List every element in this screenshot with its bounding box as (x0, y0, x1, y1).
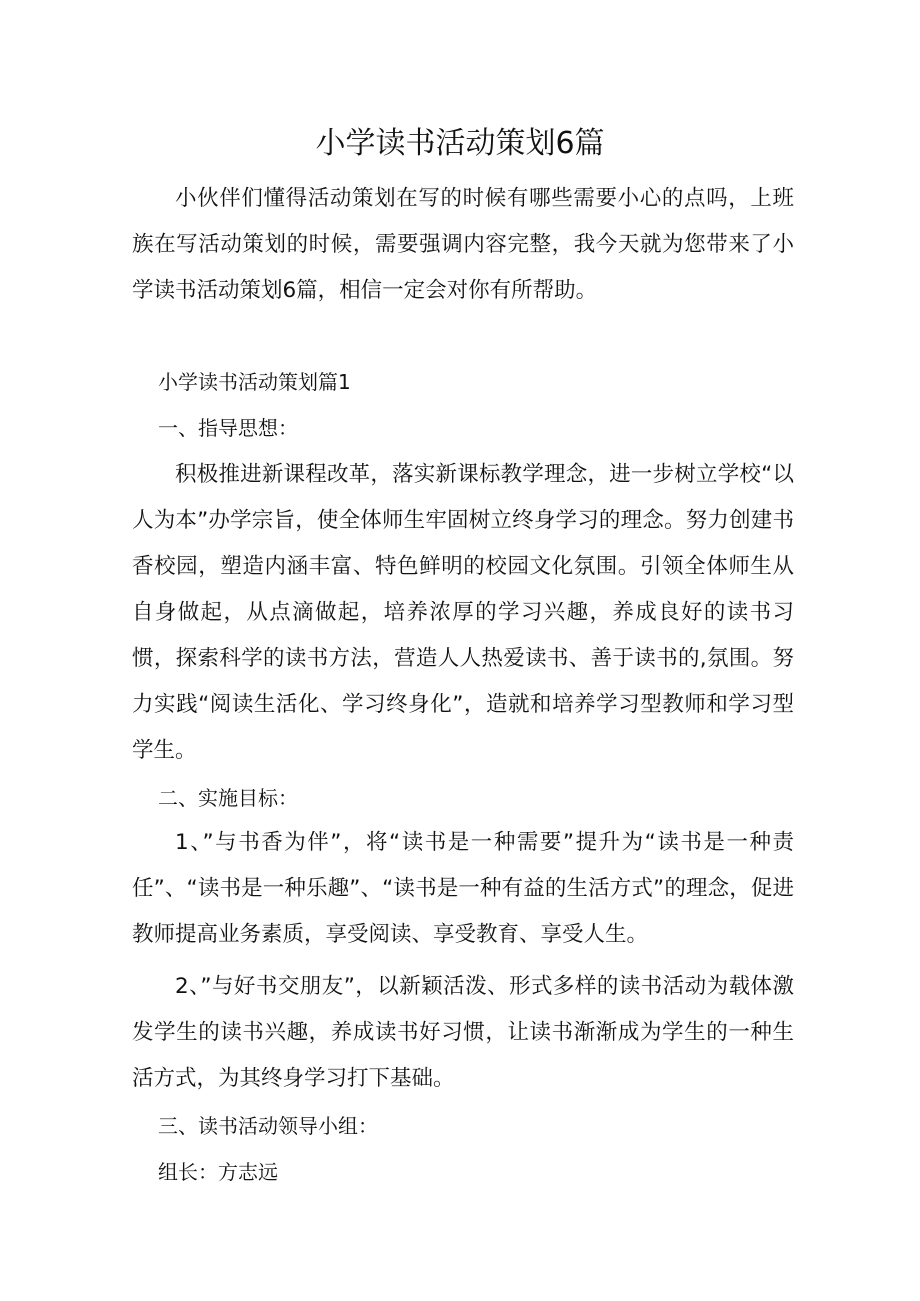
goal-item-2: 2、”与好书交朋友”，以新颖活泼、形式多样的读书活动为载体激发学生的读书兴趣，养成读书好习惯，让读书渐渐成为学生的一种生活方式，为其终身学习打下基础。 (132, 974, 794, 1091)
section-guide-heading: 一、指导思想： (158, 416, 298, 440)
intro-paragraph: 小伙伴们懂得活动策划在写的时候有哪些需要小心的点吗，上班族在写活动策划的时候，需要强调内容完整，我今天就为您带来了小学读书活动策划6篇，相信一定会对你有所帮助。 (132, 186, 794, 303)
section-group-heading: 三、读书活动领导小组： (158, 1114, 378, 1138)
section-goals-heading: 二、实施目标： (158, 786, 298, 810)
article-heading: 小学读书活动策划篇1 (158, 370, 351, 394)
document-title: 小学读书活动策划6篇 (315, 126, 605, 161)
group-leader-line: 组长：方志远 (158, 1160, 278, 1184)
goal-item-1: 1、”与书香为伴”，将“读书是一种需要”提升为“读书是一种责任”、“读书是一种乐趣”、“读书是一种有益的生活方式”的理念，促进教师提高业务素质，享受阅读、享受教育、享受人生。 (132, 830, 794, 947)
section-guide-paragraph: 积极推进新课程改革，落实新课标教学理念，进一步树立学校“以人为本”办学宗旨，使全体师生牢固树立终身学习的理念。努力创建书香校园，塑造内涵丰富、特色鲜明的校园文化氛围。引领全体师生从自身做起，从点滴做起，培养浓厚的学习兴趣，养成良好的读书习惯，探索科学的读书方法，营造人人热爱读书、善于读书的,氛围。努力实践“阅读生活化、学习终身化”，造就和培养学习型教师和学习型学生。 (132, 462, 794, 763)
